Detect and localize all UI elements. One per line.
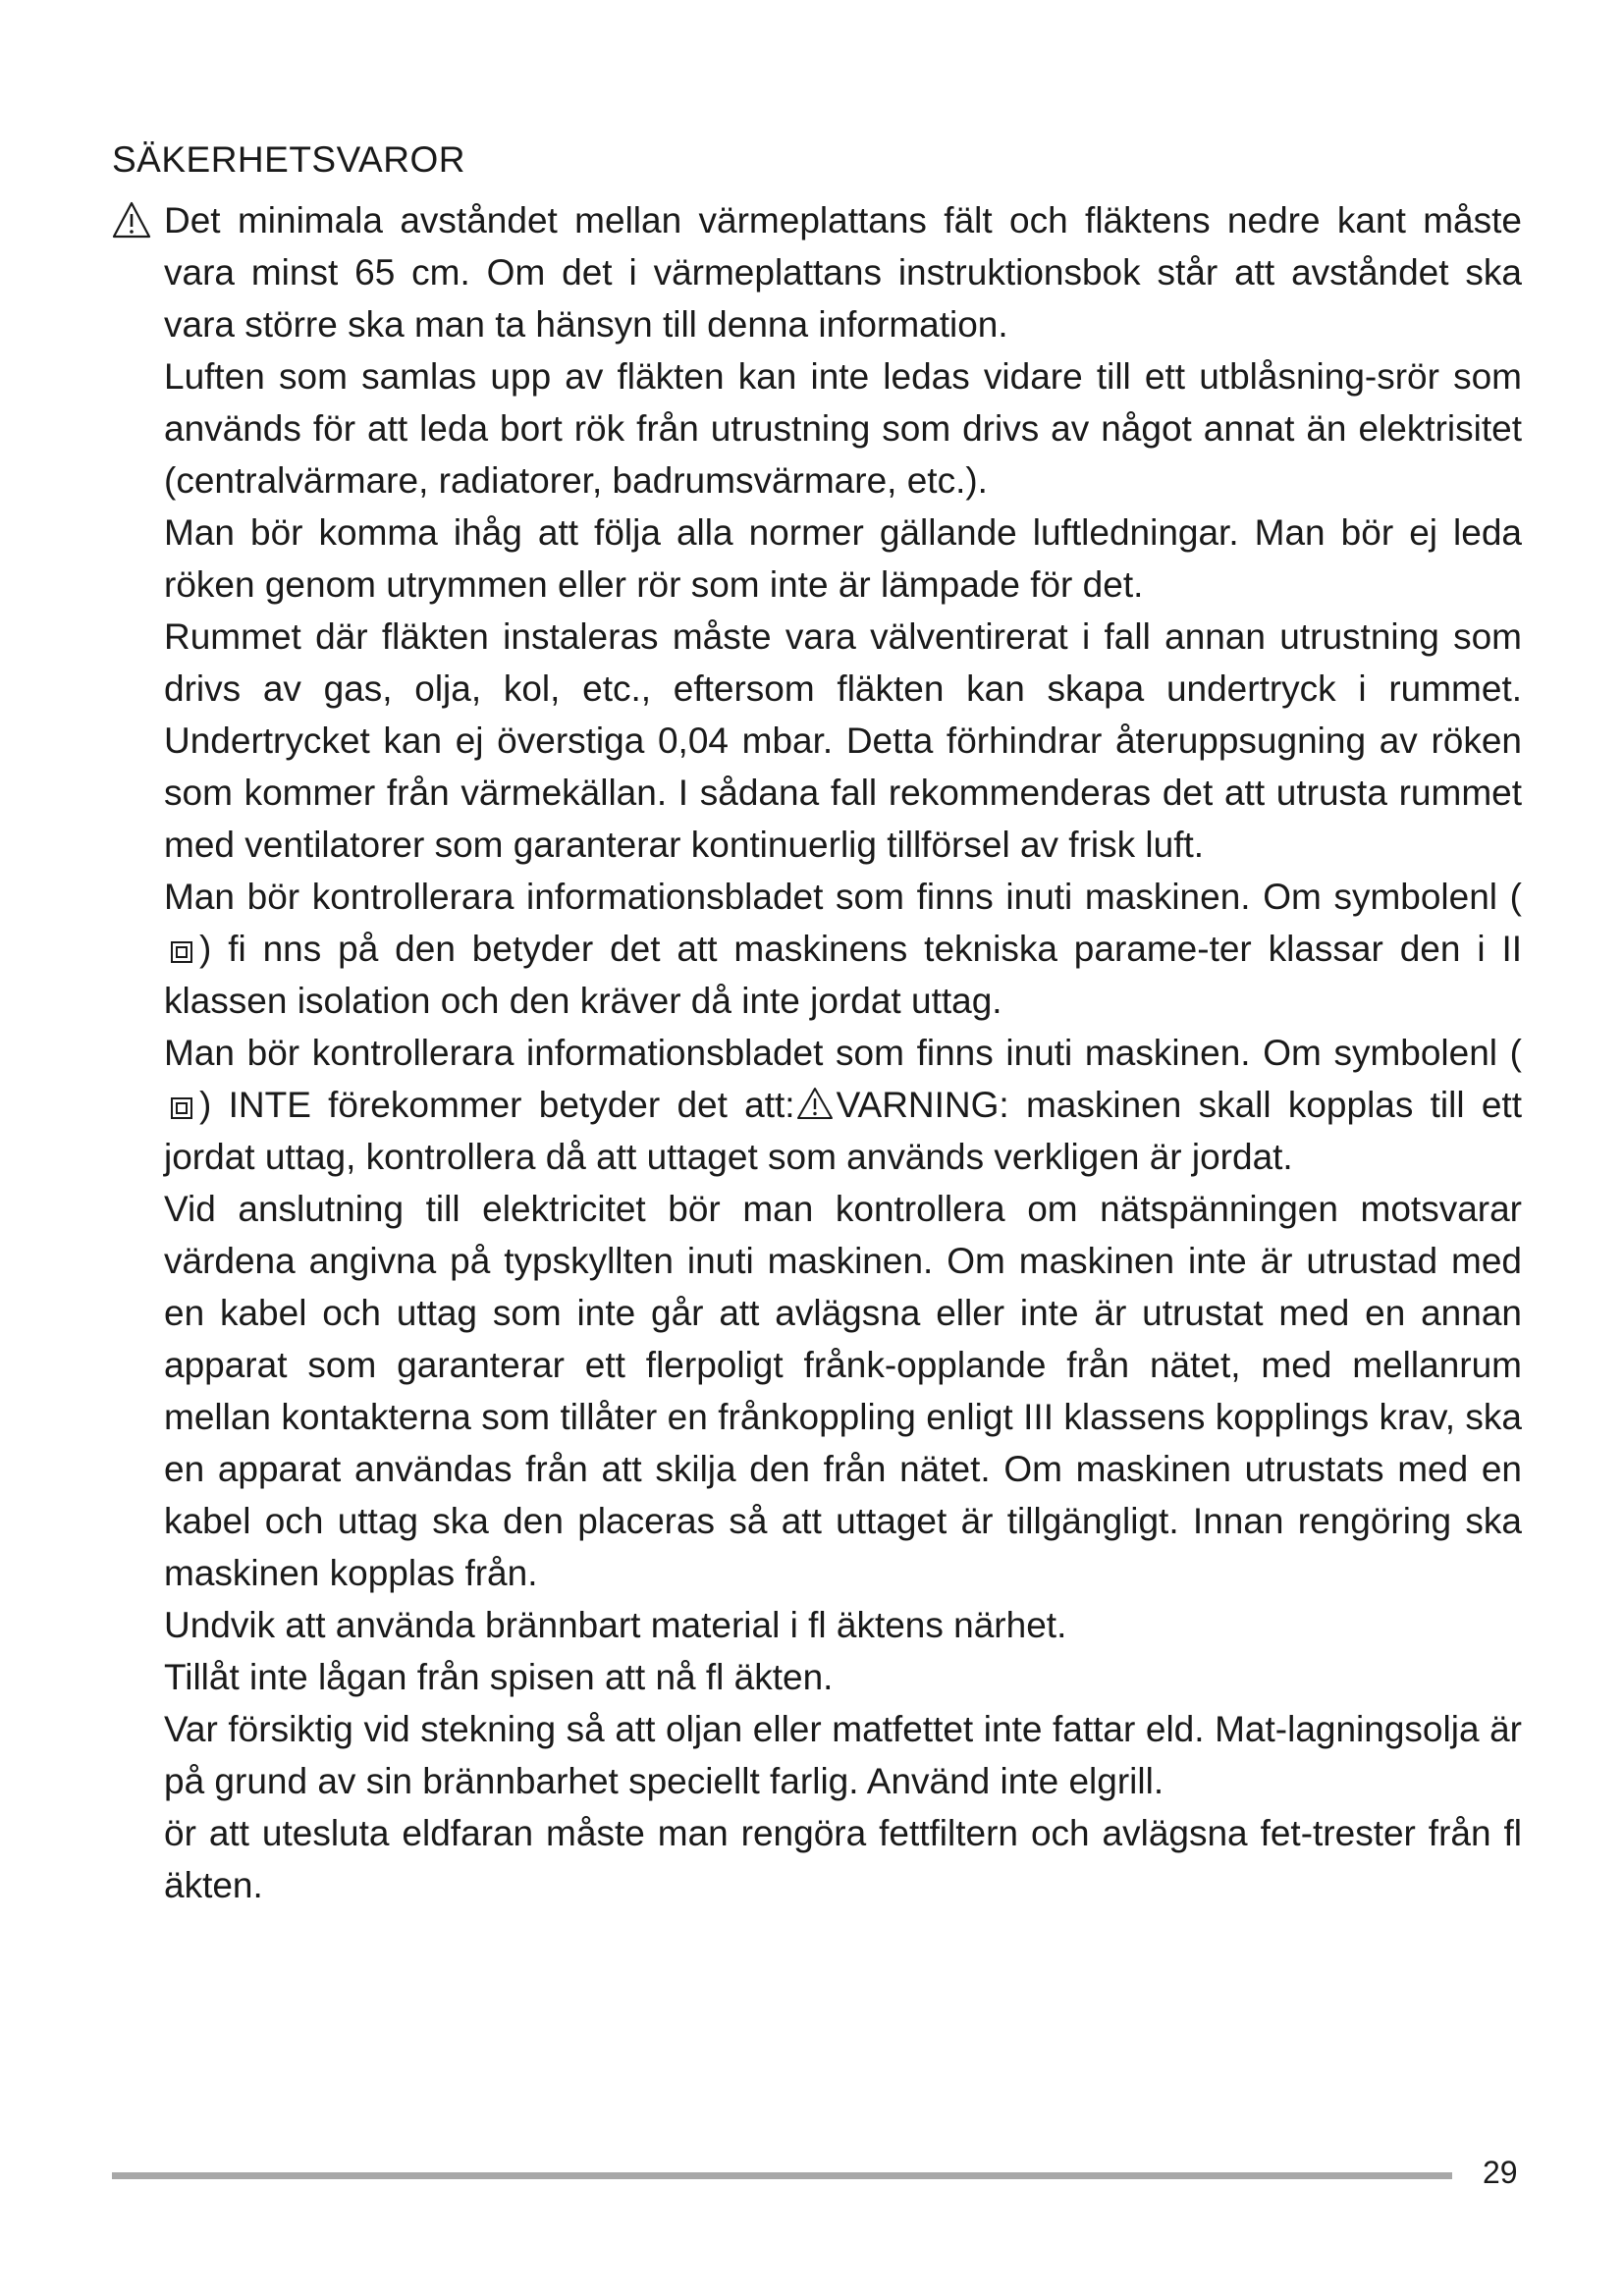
paragraph-class-ii-present: [164, 871, 1522, 1027]
paragraph-text-part: ) INTE förekommer betyder det att:: [199, 1085, 795, 1125]
paragraph-text-part: VARNING: maskinen skall kopplas till ett jordat uttag, kontrollera då att uttaget som används verkligen är jordat.: [164, 1085, 1522, 1177]
paragraph-text: Det minimala avståndet mellan värmeplattans fält och fläktens nedre kant måste vara minst 65 cm. Om det i värmeplattans instruktionsbok står att avståndet ska vara större ska man ta hänsyn till denna information.: [164, 200, 1522, 345]
warning-triangle-icon: [111, 200, 152, 240]
double-insulation-icon: [170, 1096, 193, 1120]
paragraph-flammable-material: Undvik att använda brännbart material i fl äktens närhet.: [164, 1605, 1067, 1645]
paragraph-frying: Var försiktig vid stekning så att oljan eller matfettet inte fattar eld. Mat-lagningsolja är på grund av sin brännbarhet speciellt farlig. Använd inte elgrill.: [164, 1709, 1522, 1801]
paragraph-air-ducts: Man bör komma ihåg att följa alla normer gällande luftledningar. Man bör ej leda röken genom utrymmen eller rör som inte är lämpade för det.: [164, 512, 1522, 605]
section-heading: SÄKERHETSVAROR: [112, 139, 465, 180]
paragraph-text-part: Man bör kontrollerara informationsbladet som finns inuti maskinen. Om symbolenl (: [164, 877, 1522, 917]
double-insulation-icon: [170, 940, 193, 964]
paragraph-exhaust-air: Luften som samlas upp av fläkten kan inte ledas vidare till ett utblåsning-srör som används för att leda bort rök från utrustning som drivs av något annat än elektrisitet (centralvärmare, radiatorer, badrumsvärmare, etc.).: [164, 356, 1522, 501]
paragraph-ventilation: Rummet där fläkten instaleras måste vara välventirerat i fall annan utrustning som drivs av gas, olja, kol, etc., eftersom fläkten kan skapa undertryck i rummet. Undertrycket kan ej överstiga 0,04 mbar. Detta förhindrar återuppsugning av röken som kommer från värmekällan. I sådana fall rekommenderas det att utrusta rummet med ventilatorer som garanterar kontinuerlig tillförsel av frisk luft.: [164, 616, 1522, 865]
body-text: [164, 194, 1522, 1911]
paragraph-open-flame: Tillåt inte lågan från spisen att nå fl äkten.: [164, 1657, 834, 1697]
paragraph-grease-filter: ör att utesluta eldfaran måste man rengöra fettfiltern och avlägsna fet-trester från fl äkten.: [164, 1813, 1522, 1905]
warning-triangle-icon: [795, 1086, 835, 1121]
paragraph-minimum-distance: [164, 194, 1522, 350]
footer-divider: [112, 2172, 1452, 2179]
page-number: 29: [1483, 2155, 1518, 2190]
paragraph-text-part: ) fi nns på den betyder det att maskinens tekniska parame-ter klassar den i II klassen isolation och den kräver då inte jordat uttag.: [164, 929, 1522, 1021]
paragraph-electrical-connection: Vid anslutning till elektricitet bör man kontrollera om nätspänningen motsvarar värdena angivna på typskyllten inuti maskinen. Om maskinen inte är utrustad med en kabel och uttag som inte går att avlägsna eller inte är utrustat med en annan apparat som garanterar ett flerpoligt frånk-opplande från nätet, med mellanrum mellan kontakterna som tillåter en frånkoppling enligt III klassens kopplings krav, ska en apparat användas från att skilja den från nätet. Om maskinen utrustats med en kabel och uttag ska den placeras så att uttaget är tillgängligt. Innan rengöring ska maskinen kopplas från.: [164, 1189, 1522, 1593]
paragraph-class-ii-absent: [164, 1027, 1522, 1183]
paragraph-text-part: Man bör kontrollerara informationsbladet som finns inuti maskinen. Om symbolenl (: [164, 1033, 1522, 1073]
